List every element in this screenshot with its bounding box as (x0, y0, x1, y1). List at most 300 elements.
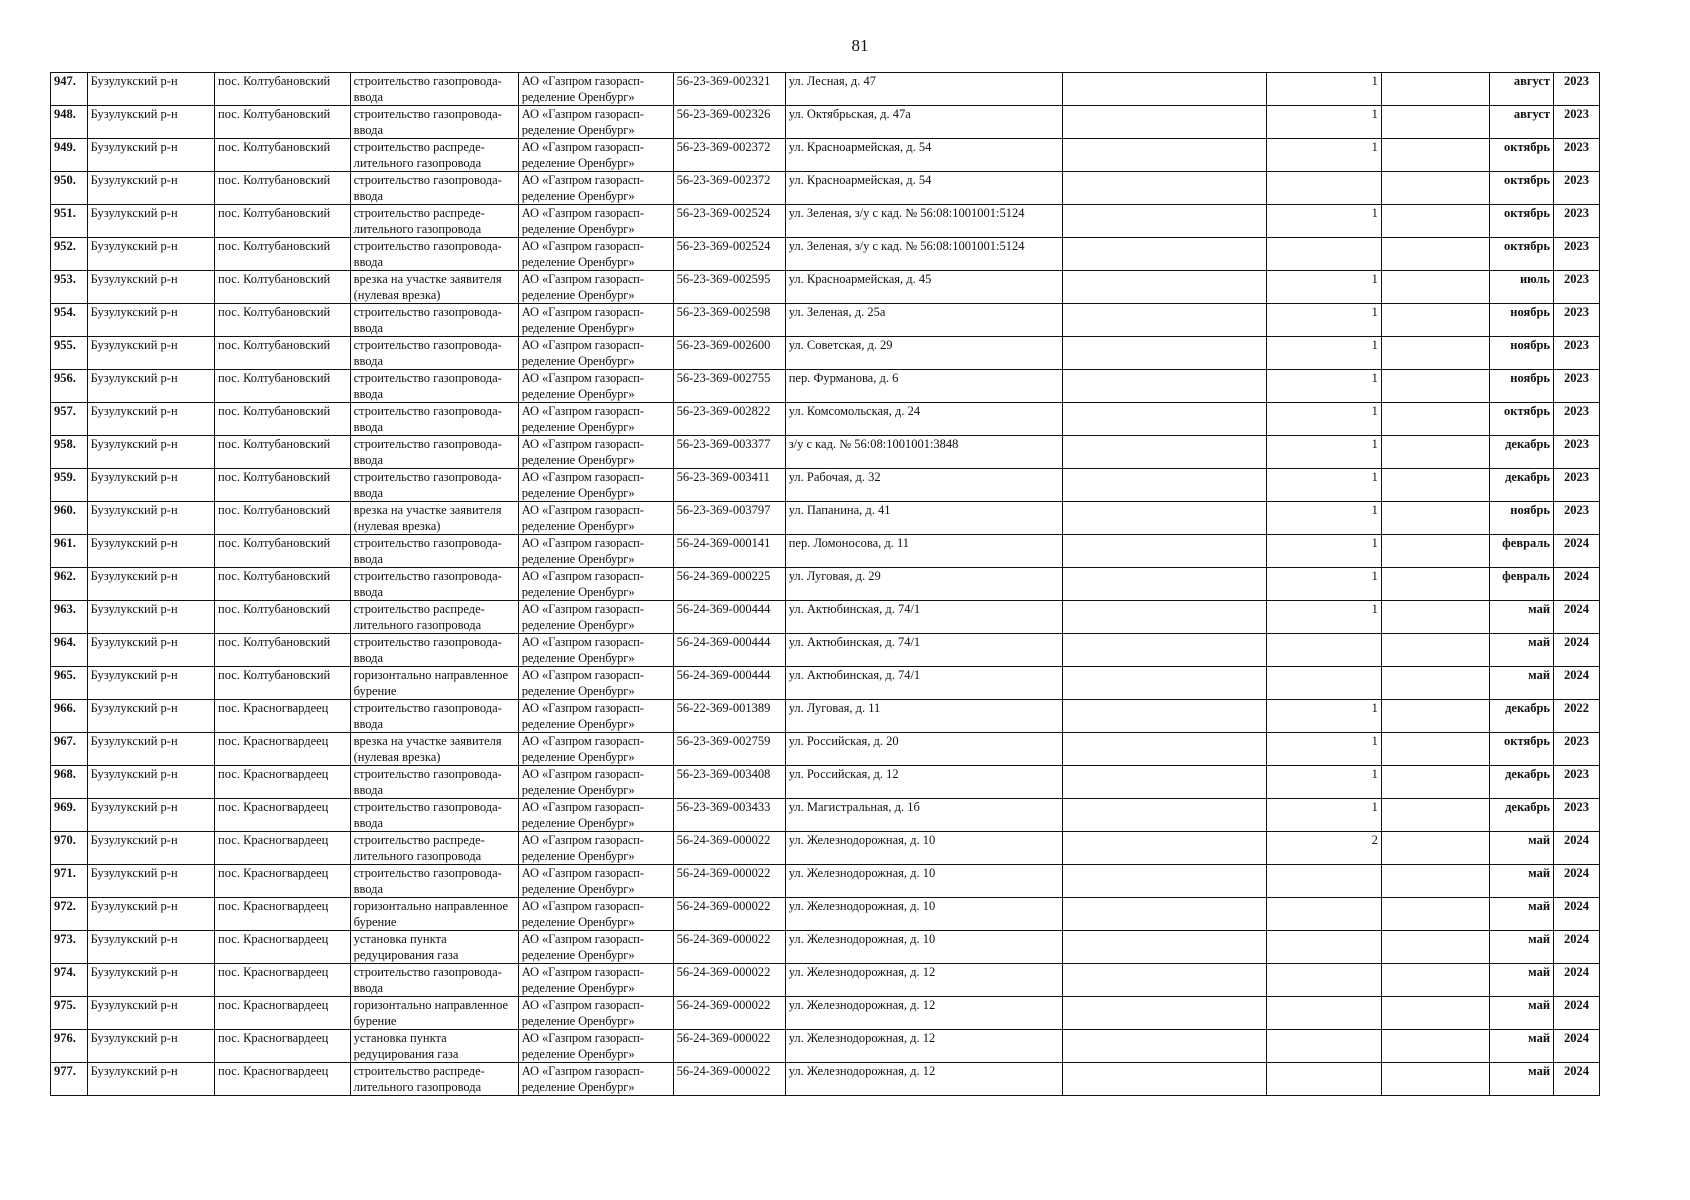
organization-cell: АО «Газпром газорасп-ределение Оренбург» (518, 304, 673, 337)
settlement-cell: пос. Красногвардеец (215, 832, 351, 865)
settlement-cell: пос. Колтубановский (215, 403, 351, 436)
empty-cell-2 (1381, 667, 1489, 700)
month-cell: февраль (1489, 568, 1553, 601)
row-number-cell: 962. (51, 568, 88, 601)
year-cell: 2023 (1554, 799, 1600, 832)
year-cell: 2024 (1554, 898, 1600, 931)
organization-cell: АО «Газпром газорасп-ределение Оренбург» (518, 568, 673, 601)
organization-cell: АО «Газпром газорасп-ределение Оренбург» (518, 469, 673, 502)
table-row (51, 106, 1600, 139)
year-cell: 2024 (1554, 535, 1600, 568)
request-code-cell: 56-23-369-002598 (673, 304, 785, 337)
quantity-cell: 1 (1266, 271, 1381, 304)
row-number-cell: 976. (51, 1030, 88, 1063)
address-cell: ул. Зеленая, з/у с кад. № 56:08:1001001:5124 (785, 205, 1062, 238)
work-type-cell: строительство газопровода-ввода (350, 799, 518, 832)
table-row (51, 865, 1600, 898)
quantity-cell (1266, 634, 1381, 667)
empty-cell-1 (1062, 469, 1266, 502)
request-code-cell: 56-23-369-002822 (673, 403, 785, 436)
empty-cell-2 (1381, 205, 1489, 238)
year-cell: 2024 (1554, 931, 1600, 964)
address-cell: ул. Красноармейская, д. 54 (785, 139, 1062, 172)
district-cell: Бузулукский р-н (87, 832, 214, 865)
request-code-cell: 56-24-369-000444 (673, 634, 785, 667)
register-body (51, 73, 1600, 1096)
empty-cell-1 (1062, 271, 1266, 304)
table-row (51, 139, 1600, 172)
request-code-cell: 56-23-369-002600 (673, 337, 785, 370)
request-code-cell: 56-24-369-000022 (673, 832, 785, 865)
empty-cell-2 (1381, 172, 1489, 205)
organization-cell: АО «Газпром газорасп-ределение Оренбург» (518, 73, 673, 106)
quantity-cell: 1 (1266, 601, 1381, 634)
empty-cell-2 (1381, 832, 1489, 865)
address-cell: пер. Ломоносова, д. 11 (785, 535, 1062, 568)
settlement-cell: пос. Колтубановский (215, 205, 351, 238)
settlement-cell: пос. Колтубановский (215, 370, 351, 403)
month-cell: октябрь (1489, 403, 1553, 436)
organization-cell: АО «Газпром газорасп-ределение Оренбург» (518, 1030, 673, 1063)
empty-cell-2 (1381, 238, 1489, 271)
row-number-cell: 964. (51, 634, 88, 667)
month-cell: август (1489, 73, 1553, 106)
empty-cell-2 (1381, 271, 1489, 304)
settlement-cell: пос. Красногвардеец (215, 898, 351, 931)
empty-cell-1 (1062, 337, 1266, 370)
row-number-cell: 967. (51, 733, 88, 766)
month-cell: ноябрь (1489, 304, 1553, 337)
empty-cell-2 (1381, 634, 1489, 667)
empty-cell-1 (1062, 1063, 1266, 1096)
address-cell: з/у с кад. № 56:08:1001001:3848 (785, 436, 1062, 469)
work-type-cell: строительство газопровода-ввода (350, 106, 518, 139)
work-type-cell: установка пункта редуцирования газа (350, 931, 518, 964)
work-type-cell: строительство газопровода-ввода (350, 172, 518, 205)
work-type-cell: горизонтально направленное бурение (350, 997, 518, 1030)
address-cell: ул. Папанина, д. 41 (785, 502, 1062, 535)
month-cell: декабрь (1489, 799, 1553, 832)
request-code-cell: 56-23-369-003377 (673, 436, 785, 469)
settlement-cell: пос. Колтубановский (215, 436, 351, 469)
quantity-cell: 1 (1266, 502, 1381, 535)
table-row (51, 634, 1600, 667)
address-cell: ул. Октябрьская, д. 47а (785, 106, 1062, 139)
address-cell: ул. Рабочая, д. 32 (785, 469, 1062, 502)
work-type-cell: горизонтально направленное бурение (350, 898, 518, 931)
settlement-cell: пос. Колтубановский (215, 106, 351, 139)
request-code-cell: 56-24-369-000225 (673, 568, 785, 601)
quantity-cell: 1 (1266, 106, 1381, 139)
row-number-cell: 970. (51, 832, 88, 865)
quantity-cell (1266, 1063, 1381, 1096)
empty-cell-2 (1381, 337, 1489, 370)
empty-cell-1 (1062, 106, 1266, 139)
empty-cell-1 (1062, 700, 1266, 733)
empty-cell-2 (1381, 568, 1489, 601)
quantity-cell: 1 (1266, 337, 1381, 370)
table-row (51, 601, 1600, 634)
page-number: 81 (851, 36, 869, 55)
empty-cell-2 (1381, 601, 1489, 634)
settlement-cell: пос. Колтубановский (215, 73, 351, 106)
year-cell: 2023 (1554, 172, 1600, 205)
empty-cell-2 (1381, 304, 1489, 337)
address-cell: ул. Магистральная, д. 1б (785, 799, 1062, 832)
year-cell: 2024 (1554, 964, 1600, 997)
empty-cell-1 (1062, 205, 1266, 238)
table-row (51, 997, 1600, 1030)
district-cell: Бузулукский р-н (87, 667, 214, 700)
settlement-cell: пос. Колтубановский (215, 469, 351, 502)
organization-cell: АО «Газпром газорасп-ределение Оренбург» (518, 337, 673, 370)
quantity-cell (1266, 667, 1381, 700)
month-cell: май (1489, 898, 1553, 931)
year-cell: 2024 (1554, 1063, 1600, 1096)
quantity-cell (1266, 931, 1381, 964)
work-type-cell: строительство газопровода-ввода (350, 865, 518, 898)
work-type-cell: строительство распреде-лительного газопровода (350, 205, 518, 238)
organization-cell: АО «Газпром газорасп-ределение Оренбург» (518, 799, 673, 832)
organization-cell: АО «Газпром газорасп-ределение Оренбург» (518, 766, 673, 799)
year-cell: 2024 (1554, 568, 1600, 601)
row-number-cell: 975. (51, 997, 88, 1030)
settlement-cell: пос. Колтубановский (215, 601, 351, 634)
quantity-cell (1266, 238, 1381, 271)
address-cell: ул. Актюбинская, д. 74/1 (785, 634, 1062, 667)
table-row (51, 337, 1600, 370)
address-cell: ул. Железнодорожная, д. 10 (785, 832, 1062, 865)
year-cell: 2023 (1554, 469, 1600, 502)
row-number-cell: 949. (51, 139, 88, 172)
empty-cell-1 (1062, 436, 1266, 469)
row-number-cell: 954. (51, 304, 88, 337)
district-cell: Бузулукский р-н (87, 205, 214, 238)
organization-cell: АО «Газпром газорасп-ределение Оренбург» (518, 601, 673, 634)
quantity-cell (1266, 1030, 1381, 1063)
address-cell: ул. Железнодорожная, д. 10 (785, 898, 1062, 931)
empty-cell-2 (1381, 931, 1489, 964)
work-type-cell: строительство газопровода-ввода (350, 700, 518, 733)
district-cell: Бузулукский р-н (87, 502, 214, 535)
district-cell: Бузулукский р-н (87, 403, 214, 436)
address-cell: ул. Зеленая, з/у с кад. № 56:08:1001001:5124 (785, 238, 1062, 271)
address-cell: ул. Железнодорожная, д. 10 (785, 865, 1062, 898)
work-type-cell: строительство газопровода-ввода (350, 766, 518, 799)
address-cell: ул. Актюбинская, д. 74/1 (785, 667, 1062, 700)
empty-cell-1 (1062, 139, 1266, 172)
empty-cell-2 (1381, 766, 1489, 799)
month-cell: июль (1489, 271, 1553, 304)
empty-cell-2 (1381, 535, 1489, 568)
organization-cell: АО «Газпром газорасп-ределение Оренбург» (518, 172, 673, 205)
address-cell: ул. Лесная, д. 47 (785, 73, 1062, 106)
district-cell: Бузулукский р-н (87, 997, 214, 1030)
quantity-cell: 1 (1266, 304, 1381, 337)
row-number-cell: 963. (51, 601, 88, 634)
month-cell: декабрь (1489, 766, 1553, 799)
empty-cell-2 (1381, 139, 1489, 172)
organization-cell: АО «Газпром газорасп-ределение Оренбург» (518, 931, 673, 964)
organization-cell: АО «Газпром газорасп-ределение Оренбург» (518, 370, 673, 403)
quantity-cell (1266, 964, 1381, 997)
district-cell: Бузулукский р-н (87, 634, 214, 667)
organization-cell: АО «Газпром газорасп-ределение Оренбург» (518, 271, 673, 304)
organization-cell: АО «Газпром газорасп-ределение Оренбург» (518, 964, 673, 997)
district-cell: Бузулукский р-н (87, 766, 214, 799)
empty-cell-1 (1062, 766, 1266, 799)
quantity-cell: 1 (1266, 73, 1381, 106)
year-cell: 2023 (1554, 139, 1600, 172)
work-type-cell: врезка на участке заявителя (нулевая врезка) (350, 733, 518, 766)
empty-cell-1 (1062, 172, 1266, 205)
district-cell: Бузулукский р-н (87, 337, 214, 370)
settlement-cell: пос. Красногвардеец (215, 931, 351, 964)
empty-cell-1 (1062, 535, 1266, 568)
work-type-cell: установка пункта редуцирования газа (350, 1030, 518, 1063)
month-cell: май (1489, 964, 1553, 997)
address-cell: ул. Комсомольская, д. 24 (785, 403, 1062, 436)
work-type-cell: строительство газопровода-ввода (350, 73, 518, 106)
row-number-cell: 960. (51, 502, 88, 535)
district-cell: Бузулукский р-н (87, 931, 214, 964)
table-row (51, 832, 1600, 865)
table-row (51, 73, 1600, 106)
organization-cell: АО «Газпром газорасп-ределение Оренбург» (518, 733, 673, 766)
settlement-cell: пос. Колтубановский (215, 304, 351, 337)
request-code-cell: 56-23-369-002372 (673, 139, 785, 172)
district-cell: Бузулукский р-н (87, 1030, 214, 1063)
year-cell: 2023 (1554, 73, 1600, 106)
month-cell: октябрь (1489, 139, 1553, 172)
row-number-cell: 965. (51, 667, 88, 700)
organization-cell: АО «Газпром газорасп-ределение Оренбург» (518, 997, 673, 1030)
district-cell: Бузулукский р-н (87, 799, 214, 832)
request-code-cell: 56-23-369-002524 (673, 238, 785, 271)
settlement-cell: пос. Красногвардеец (215, 1030, 351, 1063)
quantity-cell (1266, 997, 1381, 1030)
quantity-cell: 1 (1266, 205, 1381, 238)
address-cell: ул. Советская, д. 29 (785, 337, 1062, 370)
empty-cell-2 (1381, 370, 1489, 403)
year-cell: 2023 (1554, 403, 1600, 436)
empty-cell-2 (1381, 997, 1489, 1030)
organization-cell: АО «Газпром газорасп-ределение Оренбург» (518, 832, 673, 865)
month-cell: октябрь (1489, 238, 1553, 271)
request-code-cell: 56-24-369-000444 (673, 667, 785, 700)
district-cell: Бузулукский р-н (87, 700, 214, 733)
address-cell: ул. Железнодорожная, д. 12 (785, 997, 1062, 1030)
table-row (51, 238, 1600, 271)
request-code-cell: 56-23-369-002321 (673, 73, 785, 106)
work-type-cell: строительство распреде-лительного газопровода (350, 1063, 518, 1096)
month-cell: май (1489, 865, 1553, 898)
table-row (51, 172, 1600, 205)
year-cell: 2024 (1554, 634, 1600, 667)
row-number-cell: 977. (51, 1063, 88, 1096)
request-code-cell: 56-24-369-000022 (673, 931, 785, 964)
request-code-cell: 56-24-369-000444 (673, 601, 785, 634)
district-cell: Бузулукский р-н (87, 238, 214, 271)
settlement-cell: пос. Красногвардеец (215, 799, 351, 832)
row-number-cell: 968. (51, 766, 88, 799)
year-cell: 2024 (1554, 997, 1600, 1030)
empty-cell-1 (1062, 997, 1266, 1030)
table-row (51, 799, 1600, 832)
month-cell: декабрь (1489, 436, 1553, 469)
year-cell: 2022 (1554, 700, 1600, 733)
quantity-cell: 1 (1266, 436, 1381, 469)
year-cell: 2023 (1554, 502, 1600, 535)
work-type-cell: врезка на участке заявителя (нулевая врезка) (350, 502, 518, 535)
request-code-cell: 56-24-369-000141 (673, 535, 785, 568)
year-cell: 2023 (1554, 106, 1600, 139)
month-cell: май (1489, 1063, 1553, 1096)
table-row (51, 1030, 1600, 1063)
empty-cell-1 (1062, 865, 1266, 898)
empty-cell-1 (1062, 964, 1266, 997)
request-code-cell: 56-23-369-002326 (673, 106, 785, 139)
settlement-cell: пос. Красногвардеец (215, 1063, 351, 1096)
empty-cell-2 (1381, 898, 1489, 931)
table-row (51, 271, 1600, 304)
row-number-cell: 958. (51, 436, 88, 469)
year-cell: 2023 (1554, 205, 1600, 238)
settlement-cell: пос. Колтубановский (215, 172, 351, 205)
address-cell: ул. Луговая, д. 29 (785, 568, 1062, 601)
gasification-register-table (50, 72, 1600, 1096)
month-cell: май (1489, 634, 1553, 667)
organization-cell: АО «Газпром газорасп-ределение Оренбург» (518, 865, 673, 898)
table-row (51, 898, 1600, 931)
year-cell: 2024 (1554, 1030, 1600, 1063)
year-cell: 2024 (1554, 601, 1600, 634)
table-row (51, 733, 1600, 766)
empty-cell-1 (1062, 238, 1266, 271)
address-cell: ул. Российская, д. 12 (785, 766, 1062, 799)
settlement-cell: пос. Красногвардеец (215, 700, 351, 733)
address-cell: ул. Актюбинская, д. 74/1 (785, 601, 1062, 634)
row-number-cell: 947. (51, 73, 88, 106)
empty-cell-2 (1381, 469, 1489, 502)
row-number-cell: 971. (51, 865, 88, 898)
row-number-cell: 959. (51, 469, 88, 502)
request-code-cell: 56-22-369-001389 (673, 700, 785, 733)
empty-cell-1 (1062, 799, 1266, 832)
quantity-cell: 1 (1266, 139, 1381, 172)
work-type-cell: строительство газопровода-ввода (350, 634, 518, 667)
row-number-cell: 950. (51, 172, 88, 205)
month-cell: ноябрь (1489, 337, 1553, 370)
table-row (51, 667, 1600, 700)
request-code-cell: 56-24-369-000022 (673, 865, 785, 898)
row-number-cell: 973. (51, 931, 88, 964)
row-number-cell: 955. (51, 337, 88, 370)
district-cell: Бузулукский р-н (87, 304, 214, 337)
month-cell: май (1489, 601, 1553, 634)
organization-cell: АО «Газпром газорасп-ределение Оренбург» (518, 139, 673, 172)
year-cell: 2023 (1554, 337, 1600, 370)
quantity-cell (1266, 898, 1381, 931)
row-number-cell: 961. (51, 535, 88, 568)
year-cell: 2023 (1554, 304, 1600, 337)
request-code-cell: 56-23-369-003411 (673, 469, 785, 502)
month-cell: май (1489, 931, 1553, 964)
quantity-cell: 2 (1266, 832, 1381, 865)
quantity-cell: 1 (1266, 403, 1381, 436)
row-number-cell: 957. (51, 403, 88, 436)
organization-cell: АО «Газпром газорасп-ределение Оренбург» (518, 502, 673, 535)
settlement-cell: пос. Красногвардеец (215, 865, 351, 898)
table-row (51, 205, 1600, 238)
work-type-cell: строительство газопровода-ввода (350, 403, 518, 436)
empty-cell-1 (1062, 634, 1266, 667)
empty-cell-2 (1381, 733, 1489, 766)
request-code-cell: 56-23-369-002759 (673, 733, 785, 766)
quantity-cell: 1 (1266, 568, 1381, 601)
empty-cell-1 (1062, 73, 1266, 106)
settlement-cell: пос. Красногвардеец (215, 997, 351, 1030)
address-cell: ул. Красноармейская, д. 54 (785, 172, 1062, 205)
request-code-cell: 56-23-369-003408 (673, 766, 785, 799)
district-cell: Бузулукский р-н (87, 865, 214, 898)
month-cell: ноябрь (1489, 370, 1553, 403)
settlement-cell: пос. Колтубановский (215, 238, 351, 271)
organization-cell: АО «Газпром газорасп-ределение Оренбург» (518, 403, 673, 436)
empty-cell-1 (1062, 304, 1266, 337)
request-code-cell: 56-23-369-002372 (673, 172, 785, 205)
district-cell: Бузулукский р-н (87, 535, 214, 568)
month-cell: декабрь (1489, 700, 1553, 733)
work-type-cell: строительство газопровода-ввода (350, 469, 518, 502)
quantity-cell: 1 (1266, 766, 1381, 799)
empty-cell-1 (1062, 832, 1266, 865)
work-type-cell: строительство газопровода-ввода (350, 370, 518, 403)
address-cell: ул. Железнодорожная, д. 12 (785, 1063, 1062, 1096)
district-cell: Бузулукский р-н (87, 73, 214, 106)
row-number-cell: 956. (51, 370, 88, 403)
table-row (51, 931, 1600, 964)
empty-cell-1 (1062, 667, 1266, 700)
organization-cell: АО «Газпром газорасп-ределение Оренбург» (518, 535, 673, 568)
empty-cell-2 (1381, 799, 1489, 832)
work-type-cell: строительство газопровода-ввода (350, 535, 518, 568)
district-cell: Бузулукский р-н (87, 370, 214, 403)
quantity-cell: 1 (1266, 469, 1381, 502)
address-cell: ул. Железнодорожная, д. 10 (785, 931, 1062, 964)
month-cell: ноябрь (1489, 502, 1553, 535)
work-type-cell: строительство газопровода-ввода (350, 436, 518, 469)
request-code-cell: 56-23-369-002595 (673, 271, 785, 304)
quantity-cell: 1 (1266, 370, 1381, 403)
table-row (51, 964, 1600, 997)
organization-cell: АО «Газпром газорасп-ределение Оренбург» (518, 238, 673, 271)
row-number-cell: 969. (51, 799, 88, 832)
address-cell: пер. Фурманова, д. 6 (785, 370, 1062, 403)
district-cell: Бузулукский р-н (87, 436, 214, 469)
organization-cell: АО «Газпром газорасп-ределение Оренбург» (518, 1063, 673, 1096)
row-number-cell: 952. (51, 238, 88, 271)
request-code-cell: 56-23-369-002755 (673, 370, 785, 403)
empty-cell-2 (1381, 1063, 1489, 1096)
settlement-cell: пос. Колтубановский (215, 634, 351, 667)
year-cell: 2023 (1554, 733, 1600, 766)
district-cell: Бузулукский р-н (87, 568, 214, 601)
settlement-cell: пос. Красногвардеец (215, 733, 351, 766)
request-code-cell: 56-23-369-003433 (673, 799, 785, 832)
table-row (51, 370, 1600, 403)
district-cell: Бузулукский р-н (87, 172, 214, 205)
